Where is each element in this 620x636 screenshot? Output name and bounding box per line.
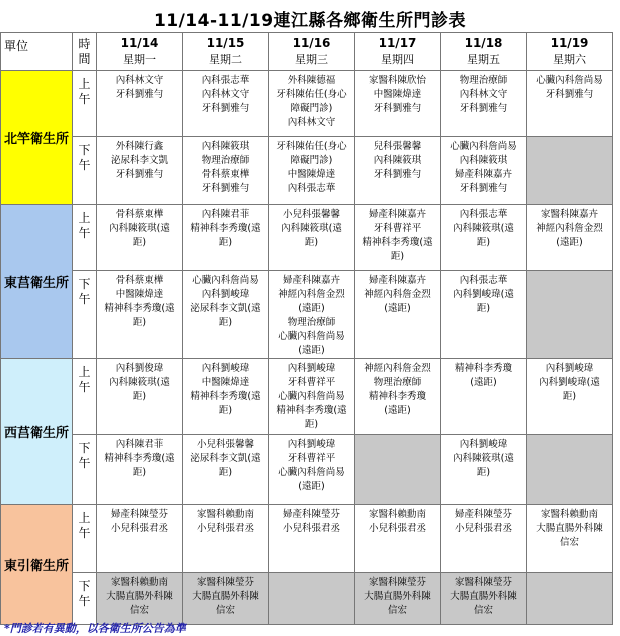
schedule-cell: [183, 435, 269, 505]
schedule-cell: [441, 205, 527, 271]
clinic-entry: (遠距): [298, 303, 325, 314]
clinic-entry: 內科陳筱琪(遠: [109, 223, 170, 234]
day-weekday: 星期三: [295, 53, 328, 66]
clinic-entry: 小兒科張君丞: [110, 523, 168, 534]
clinic-entry: 信宏: [215, 605, 235, 616]
day-header: [527, 33, 613, 71]
clinic-entry: 牙科曹祥平: [373, 223, 422, 234]
schedule-cell: [183, 271, 269, 359]
clinic-entry: 牙科劉雅勻: [201, 103, 250, 114]
clinic-entry: 牙科陳佑任(身心: [276, 141, 347, 152]
clinic-entry: 婦產科陳嘉卉: [368, 209, 426, 220]
day-date: 11/17: [378, 36, 417, 50]
clinic-entry: 婦產科陳瑩芬: [454, 509, 512, 520]
clinic-entry: 內科陳筱琪: [201, 141, 250, 152]
clinic-entry: 物理治療師: [373, 377, 422, 388]
day-weekday: 星期六: [553, 53, 586, 66]
period-char: 午: [78, 594, 91, 608]
morning-label: [73, 505, 97, 573]
clinic-entry: 內科陳筱琪(遠: [281, 223, 342, 234]
schedule-cell: [97, 271, 183, 359]
clinic-entry: 婦產科陳嘉卉: [282, 275, 340, 286]
time-header-char: 時: [78, 36, 91, 51]
day-date: 11/18: [464, 36, 503, 50]
schedule-cell: [527, 205, 613, 271]
clinic-entry: 心臟內科詹尚易: [278, 331, 345, 342]
clinic-entry: 牙科陳佑任(身心: [276, 89, 347, 100]
schedule-row-am: [1, 71, 613, 137]
clinic-entry: 信宏: [387, 605, 407, 616]
clinic-entry: 泌尿科李文凱(遠: [190, 303, 261, 314]
day-header: [355, 33, 441, 71]
clinic-entry: 距): [218, 237, 233, 248]
clinic-entry: 內科劉峻瑋(遠: [539, 377, 600, 388]
clinic-entry: 距): [476, 303, 491, 314]
clinic-entry: 精神科李秀瓊(遠: [362, 237, 433, 248]
morning-label: [73, 205, 97, 271]
clinic-entry: 心臟內科詹尚易: [536, 75, 603, 86]
schedule-cell: [355, 205, 441, 271]
clinic-entry: 心臟內科詹尚易: [278, 391, 345, 402]
schedule-cell: [269, 205, 355, 271]
clinic-entry: 中醫陳煒達: [373, 89, 422, 100]
period-char: 午: [78, 158, 91, 172]
clinic-entry: 內科林文守: [459, 89, 508, 100]
time-header-char: 間: [78, 51, 91, 66]
clinic-entry: (遠距): [298, 345, 325, 356]
clinic-entry: 神經內科詹金烈: [364, 363, 431, 374]
clinic-entry: 精神科李秀瓊(遠: [104, 303, 175, 314]
clinic-entry: 距): [132, 391, 147, 402]
clinic-entry: 牙科曹祥平: [287, 377, 336, 388]
schedule-cell: [97, 359, 183, 435]
clinic-entry: 內科劉峻瑋(遠: [453, 289, 514, 300]
schedule-cell: [355, 271, 441, 359]
period-char: 上: [78, 211, 91, 225]
clinic-entry: 大腸直腸外科陳: [192, 591, 259, 602]
schedule-cell: [269, 71, 355, 137]
clinic-entry: 牙科劉雅勻: [459, 103, 508, 114]
afternoon-label: [73, 435, 97, 505]
clinic-entry: 骨科蔡東樺: [115, 209, 164, 220]
period-char: 下: [78, 441, 91, 455]
clinic-entry: 距): [132, 237, 147, 248]
day-date: 11/14: [120, 36, 159, 50]
schedule-cell: [97, 205, 183, 271]
clinic-entry: 牙科劉雅勻: [373, 103, 422, 114]
clinic-entry: 婦產科陳嘉卉: [368, 275, 426, 286]
clinic-entry: 泌尿科李文凱(遠: [190, 453, 261, 464]
clinic-entry: 距): [476, 467, 491, 478]
clinic-entry: 距): [562, 391, 577, 402]
clinic-entry: 神經內科詹金烈: [364, 289, 431, 300]
schedule-cell: [97, 137, 183, 205]
clinic-entry: 骨科蔡東樺: [115, 275, 164, 286]
schedule-cell: [441, 435, 527, 505]
clinic-entry: 神經內科詹金烈: [278, 289, 345, 300]
clinic-entry: 內科陳筱琪: [373, 155, 422, 166]
clinic-entry: 距): [132, 467, 147, 478]
clinic-entry: 家醫科陳瑩芬: [368, 577, 426, 588]
clinic-entry: 神經內科詹金烈: [536, 223, 603, 234]
clinic-entry: 內科劉峻瑋: [287, 363, 336, 374]
clinic-entry: 內科劉峻瑋: [545, 363, 594, 374]
clinic-entry: 小兒科張馨馨: [282, 209, 340, 220]
period-char: 午: [78, 92, 91, 106]
schedule-row-pm: [1, 271, 613, 359]
clinic-entry: 內科陳君菲: [201, 209, 250, 220]
footnote: *門診若有異動，以各衛生所公告為準: [4, 622, 186, 635]
schedule-cell: [527, 137, 613, 205]
unit-name: 東引衛生所: [1, 505, 73, 625]
day-weekday: 星期五: [467, 53, 500, 66]
clinic-entry: 信宏: [559, 537, 579, 548]
clinic-entry: 中醫陳煒達: [201, 377, 250, 388]
clinic-entry: 牙科劉雅勻: [201, 183, 250, 194]
schedule-row-am: [1, 205, 613, 271]
day-date: 11/16: [292, 36, 331, 50]
clinic-entry: 家醫科賴勳南: [110, 577, 168, 588]
schedule-cell: [355, 505, 441, 573]
schedule-cell: [269, 573, 355, 625]
clinic-entry: 物理治療師: [287, 317, 336, 328]
schedule-cell: [355, 71, 441, 137]
clinic-entry: 小兒科張君丞: [282, 523, 340, 534]
clinic-entry: 牙科曹祥平: [287, 453, 336, 464]
clinic-entry: 家醫科陳欣怡: [368, 75, 426, 86]
clinic-entry: 心臟內科詹尚易: [278, 467, 345, 478]
clinic-entry: 兒科張馨馨: [373, 141, 422, 152]
clinic-entry: 內科林文守: [287, 117, 336, 128]
day-date: 11/19: [550, 36, 589, 50]
clinic-entry: 內科陳筱琪: [459, 155, 508, 166]
afternoon-label: [73, 137, 97, 205]
clinic-entry: 牙科劉雅勻: [373, 169, 422, 180]
schedule-cell: [355, 573, 441, 625]
clinic-entry: 小兒科張君丞: [454, 523, 512, 534]
clinic-entry: 大腸直腸外科陳: [536, 523, 603, 534]
period-char: 午: [78, 226, 91, 240]
clinic-entry: 內科陳筱琪(遠: [109, 377, 170, 388]
schedule-cell: [441, 505, 527, 573]
clinic-entry: 外科陳行鑫: [115, 141, 164, 152]
afternoon-label: [73, 271, 97, 359]
clinic-entry: 距): [304, 237, 319, 248]
schedule-body: [1, 71, 613, 625]
schedule-table: [0, 32, 613, 625]
clinic-entry: 物理治療師: [459, 75, 508, 86]
schedule-cell: [441, 137, 527, 205]
clinic-entry: 牙科劉雅勻: [545, 89, 594, 100]
clinic-entry: 大腸直腸外科陳: [450, 591, 517, 602]
clinic-entry: (遠距): [384, 303, 411, 314]
period-char: 上: [78, 365, 91, 379]
clinic-entry: 精神科李秀瓊: [454, 363, 512, 374]
schedule-cell: [269, 359, 355, 435]
clinic-entry: 牙科劉雅勻: [459, 183, 508, 194]
schedule-cell: [97, 573, 183, 625]
clinic-entry: 內科張志華: [201, 75, 250, 86]
clinic-entry: 精神科李秀瓊(遠: [190, 223, 261, 234]
clinic-entry: 內科張志華: [459, 209, 508, 220]
schedule-cell: [527, 71, 613, 137]
schedule-cell: [527, 271, 613, 359]
afternoon-label: [73, 573, 97, 625]
period-char: 下: [78, 277, 91, 291]
schedule-cell: [183, 573, 269, 625]
clinic-entry: 內科陳筱琪(遠: [453, 223, 514, 234]
schedule-cell: [97, 435, 183, 505]
clinic-entry: 家醫科陳嘉卉: [540, 209, 598, 220]
schedule-cell: [527, 435, 613, 505]
clinic-entry: 大腸直腸外科陳: [364, 591, 431, 602]
schedule-cell: [441, 573, 527, 625]
period-char: 午: [78, 456, 91, 470]
clinic-entry: 小兒科張君丞: [368, 523, 426, 534]
unit-header: 單位: [1, 33, 73, 71]
morning-label: [73, 359, 97, 435]
clinic-entry: 家醫科賴勳南: [196, 509, 254, 520]
clinic-entry: 信宏: [473, 605, 493, 616]
clinic-entry: 距): [132, 317, 147, 328]
page-title: 11/14-11/19連江縣各鄉衛生所門診表: [153, 11, 467, 31]
day-header: [183, 33, 269, 71]
schedule-cell: [527, 359, 613, 435]
schedule-cell: [183, 359, 269, 435]
clinic-entry: 大腸直腸外科陳: [106, 591, 173, 602]
clinic-entry: 婦產科陳嘉卉: [454, 169, 512, 180]
period-char: 午: [78, 526, 91, 540]
clinic-entry: (遠距): [556, 237, 583, 248]
morning-label: [73, 71, 97, 137]
period-char: 上: [78, 77, 91, 91]
day-header: [97, 33, 183, 71]
period-char: 下: [78, 579, 91, 593]
schedule-cell: [269, 505, 355, 573]
schedule-cell: [269, 435, 355, 505]
period-char: 下: [78, 143, 91, 157]
clinic-entry: 距): [218, 317, 233, 328]
clinic-entry: 牙科劉雅勻: [115, 89, 164, 100]
clinic-entry: 婦產科陳瑩芬: [110, 509, 168, 520]
clinic-entry: 精神科李秀瓊(遠: [276, 405, 347, 416]
schedule-cell: [183, 71, 269, 137]
clinic-entry: 距): [218, 405, 233, 416]
schedule-cell: [183, 505, 269, 573]
schedule-row-pm: [1, 573, 613, 625]
clinic-entry: 內科陳筱琪(遠: [453, 453, 514, 464]
day-header: [441, 33, 527, 71]
clinic-entry: 信宏: [129, 605, 149, 616]
clinic-entry: 泌尿科李文凱: [110, 155, 168, 166]
time-header: [73, 33, 97, 71]
period-char: 上: [78, 511, 91, 525]
clinic-entry: (遠距): [384, 405, 411, 416]
clinic-entry: 家醫科賴勳南: [368, 509, 426, 520]
clinic-entry: 內科劉峻瑋: [459, 439, 508, 450]
clinic-entry: 外科陳德福: [287, 75, 336, 86]
schedule-cell: [183, 205, 269, 271]
clinic-entry: 精神科李秀瓊: [368, 391, 426, 402]
clinic-entry: 中醫陳煒達: [115, 289, 164, 300]
clinic-entry: (遠距): [298, 481, 325, 492]
schedule-cell: [441, 359, 527, 435]
unit-name: 東莒衛生所: [1, 205, 73, 359]
clinic-entry: 距): [304, 419, 319, 430]
clinic-entry: 骨科蔡東樺: [201, 169, 250, 180]
period-char: 午: [78, 292, 91, 306]
clinic-entry: 距): [390, 251, 405, 262]
schedule-cell: [527, 573, 613, 625]
unit-name: 西莒衛生所: [1, 359, 73, 505]
clinic-entry: 家醫科陳瑩芬: [196, 577, 254, 588]
clinic-entry: 距): [218, 467, 233, 478]
clinic-entry: 精神科李秀瓊(遠: [190, 391, 261, 402]
period-char: 午: [78, 380, 91, 394]
day-header: [269, 33, 355, 71]
clinic-entry: 內科劉峻瑋: [201, 363, 250, 374]
schedule-cell: [441, 71, 527, 137]
schedule-cell: [355, 359, 441, 435]
clinic-entry: 婦產科陳瑩芬: [282, 509, 340, 520]
clinic-entry: 家醫科陳瑩芬: [454, 577, 512, 588]
clinic-entry: 內科陳君菲: [115, 439, 164, 450]
schedule-row-pm: [1, 435, 613, 505]
schedule-cell: [527, 505, 613, 573]
clinic-entry: 物理治療師: [201, 155, 250, 166]
unit-name: 北竿衛生所: [1, 71, 73, 205]
clinic-entry: 距): [476, 237, 491, 248]
schedule-cell: [269, 271, 355, 359]
schedule-row-am: [1, 505, 613, 573]
day-date: 11/15: [206, 36, 245, 50]
schedule-row-pm: [1, 137, 613, 205]
header-row: [1, 33, 613, 71]
clinic-entry: 內科劉峻瑋: [287, 439, 336, 450]
day-weekday: 星期一: [123, 53, 156, 66]
clinic-entry: 心臟內科詹尚易: [450, 141, 517, 152]
schedule-cell: [269, 137, 355, 205]
day-weekday: 星期二: [209, 53, 242, 66]
schedule-cell: [441, 271, 527, 359]
clinic-entry: 小兒科張馨馨: [196, 439, 254, 450]
schedule-cell: [97, 71, 183, 137]
clinic-entry: 小兒科張君丞: [196, 523, 254, 534]
clinic-entry: 內科張志華: [287, 183, 336, 194]
day-weekday: 星期四: [381, 53, 414, 66]
clinic-entry: 內科劉俊瑋: [115, 363, 164, 374]
clinic-entry: (遠距): [470, 377, 497, 388]
clinic-entry: 內科林文守: [201, 89, 250, 100]
schedule-cell: [183, 137, 269, 205]
schedule-cell: [355, 137, 441, 205]
clinic-entry: 精神科李秀瓊(遠: [104, 453, 175, 464]
clinic-entry: 內科劉峻瑋: [201, 289, 250, 300]
clinic-entry: 障礙門診): [290, 155, 333, 166]
clinic-entry: 障礙門診): [290, 103, 333, 114]
clinic-entry: 內科林文守: [115, 75, 164, 86]
clinic-entry: 中醫陳煒達: [287, 169, 336, 180]
clinic-entry: 內科張志華: [459, 275, 508, 286]
schedule-row-am: [1, 359, 613, 435]
clinic-entry: 心臟內科詹尚易: [192, 275, 259, 286]
schedule-cell: [97, 505, 183, 573]
clinic-entry: 家醫科賴勳南: [540, 509, 598, 520]
clinic-entry: 牙科劉雅勻: [115, 169, 164, 180]
schedule-cell: [355, 435, 441, 505]
